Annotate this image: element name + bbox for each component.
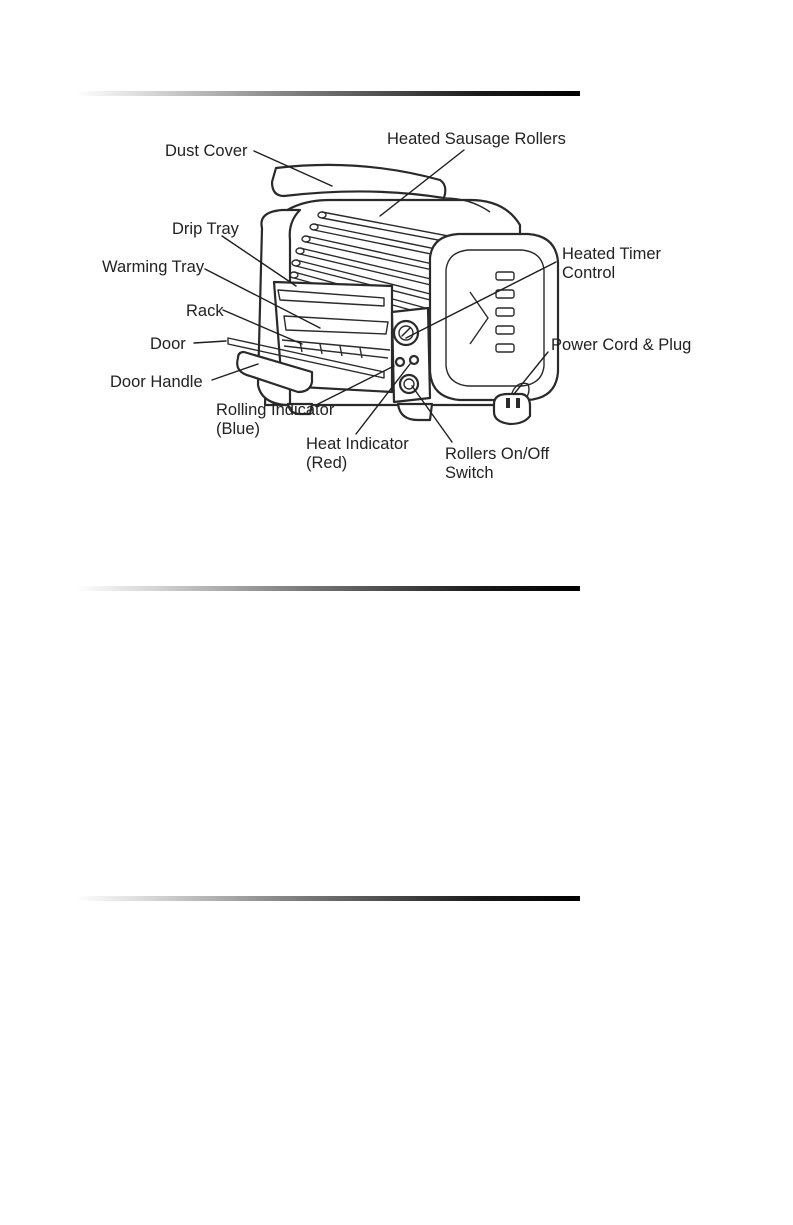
label-rack: Rack [186, 302, 224, 320]
label-warming-tray: Warming Tray [102, 258, 205, 276]
label-rollers-switch-2: Switch [445, 464, 494, 482]
power-plug [494, 394, 530, 424]
heat-indicator-light [410, 356, 418, 364]
label-heated-sausage-rollers: Heated Sausage Rollers [387, 130, 566, 148]
label-door: Door [150, 335, 186, 353]
label-rollers-switch-1: Rollers On/Off [445, 445, 550, 463]
label-heat-indicator-2: (Red) [306, 454, 348, 472]
label-rolling-indicator-2: (Blue) [216, 420, 261, 438]
appliance-diagram [0, 0, 793, 600]
rolling-indicator-light [396, 358, 404, 366]
label-heated-timer-control-2: Control [562, 264, 616, 282]
label-power-cord-plug: Power Cord & Plug [551, 336, 692, 354]
dust-cover [272, 165, 445, 198]
label-dust-cover: Dust Cover [165, 142, 248, 160]
section-divider-bottom [76, 896, 580, 901]
label-heated-timer-control-1: Heated Timer [562, 245, 662, 263]
label-drip-tray: Drip Tray [172, 220, 239, 238]
label-rolling-indicator-1: Rolling Indicator [216, 401, 335, 419]
label-heat-indicator-1: Heat Indicator [306, 435, 409, 453]
label-door-handle: Door Handle [110, 373, 203, 391]
